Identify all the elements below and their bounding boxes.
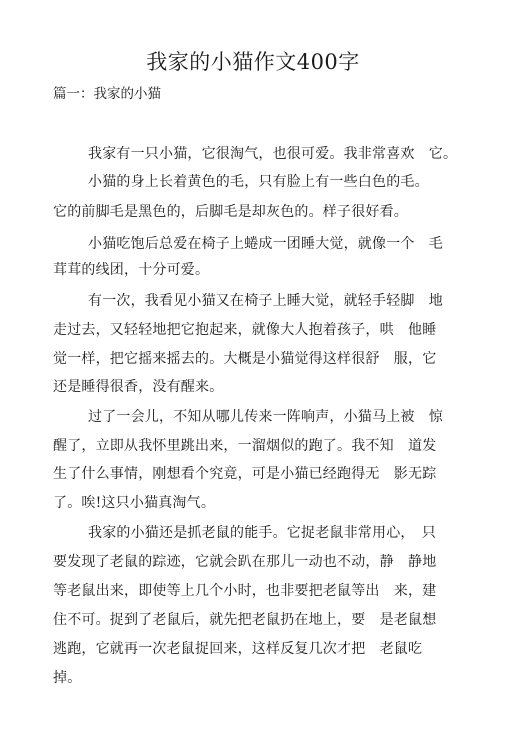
text-line: 小猫吃饱后总爱在椅子上蜷成一团睡大觉，就像一个 毛 [88,236,443,252]
text-line: 我家有一只小猫，它很淘气，也很可爱。我非常喜欢 它。 [88,146,458,162]
text-line: 我家的小猫还是抓老鼠的能手。它捉老鼠非常用心， 只 [88,525,436,541]
text-line: 生了什么事情，刚想看个究竟，可是小猫已经跑得无 影无踪 [53,466,437,482]
text-line: 它的前脚毛是黑色的，后脚毛是却灰色的。样子很好看。 [53,204,408,220]
text-line: 走过去，又轻轻地把它抱起来，就像大人抱着孩子，哄 他睡 [53,322,437,338]
text-line: 等老鼠出来，即使等上几个小时，也非要把老鼠等出 来，建 [53,583,437,599]
text-line: 过了一会儿，不知从哪儿传来一阵响声，小猫马上被 惊 [88,409,443,425]
text-line: 了。唉!这只小猫真淘气。 [53,495,216,511]
text-line: 要发现了老鼠的踪迹，它就会趴在那儿一动也不动，静 静地 [53,554,437,570]
text-line: 还是睡得很香，没有醒来。 [53,379,224,395]
text-line: 觉一样，把它摇来摇去的。大概是小猫觉得这样很舒 服，它 [53,351,437,367]
text-line: 逃跑，它就再一次老鼠捉回来，这样反复几次才把 老鼠吃 [53,641,423,657]
section-heading: 篇一：我家的小猫 [53,86,161,102]
text-line: 掉。 [53,670,82,686]
document-title: 我家的小猫作文400字 [146,50,360,74]
text-line: 住不可。捉到了老鼠后，就先把老鼠扔在地上，要 是老鼠想 [53,612,437,628]
text-line: 小猫的身上长着黄色的毛，只有脸上有一些白色的毛。 [88,174,429,190]
text-line: 有一次，我看见小猫又在椅子上睡大觉，就轻手轻脚 地 [88,293,443,309]
text-line: 醒了，立即从我怀里跳出来，一溜烟似的跑了。我不知 道发 [53,438,437,454]
text-line: 茸茸的线团，十分可爱。 [53,262,210,278]
